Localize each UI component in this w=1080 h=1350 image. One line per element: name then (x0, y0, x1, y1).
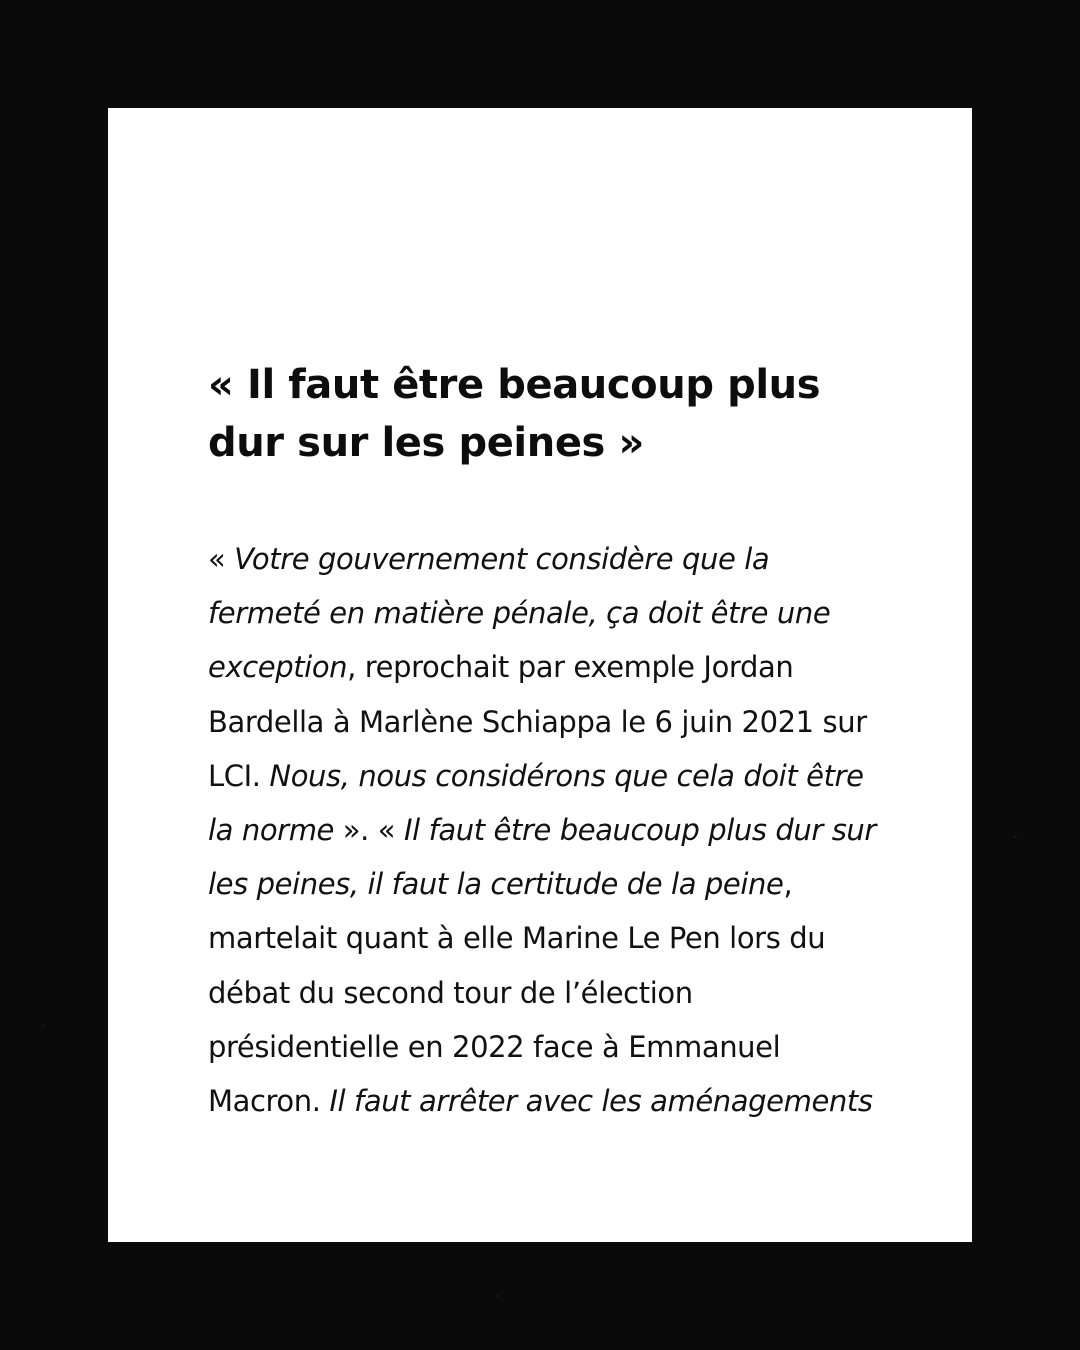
body-segment-quote: Nous, nous considérons que cela doit être la norme (208, 758, 864, 848)
quote-card (108, 108, 972, 1242)
body-segment: « (208, 542, 235, 576)
headline: « Il faut être beaucoup plus dur sur les peines » (208, 362, 821, 466)
body-paragraph (208, 532, 880, 1128)
body-segment-quote: Il faut être beaucoup plus dur sur les peines, il faut la certitude de la peine (208, 813, 876, 902)
body-segment: ». « (333, 813, 404, 848)
body-segment: , martelait quant à elle Marine Le Pen lors du débat du second tour de l’élection présidentielle en 2022 face à Emmanuel Macron. (208, 867, 826, 1119)
body-segment-quote: Votre gouvernement considère que la fermeté en matière pénale, ça doit être une exception (208, 542, 831, 685)
body-segment-quote: Il faut arrêter avec les aménagements (329, 1084, 873, 1119)
body-segment: , reprochait par exemple Jordan Bardella à Marlène Schiappa le 6 juin 2021 sur LCI. (208, 650, 867, 793)
